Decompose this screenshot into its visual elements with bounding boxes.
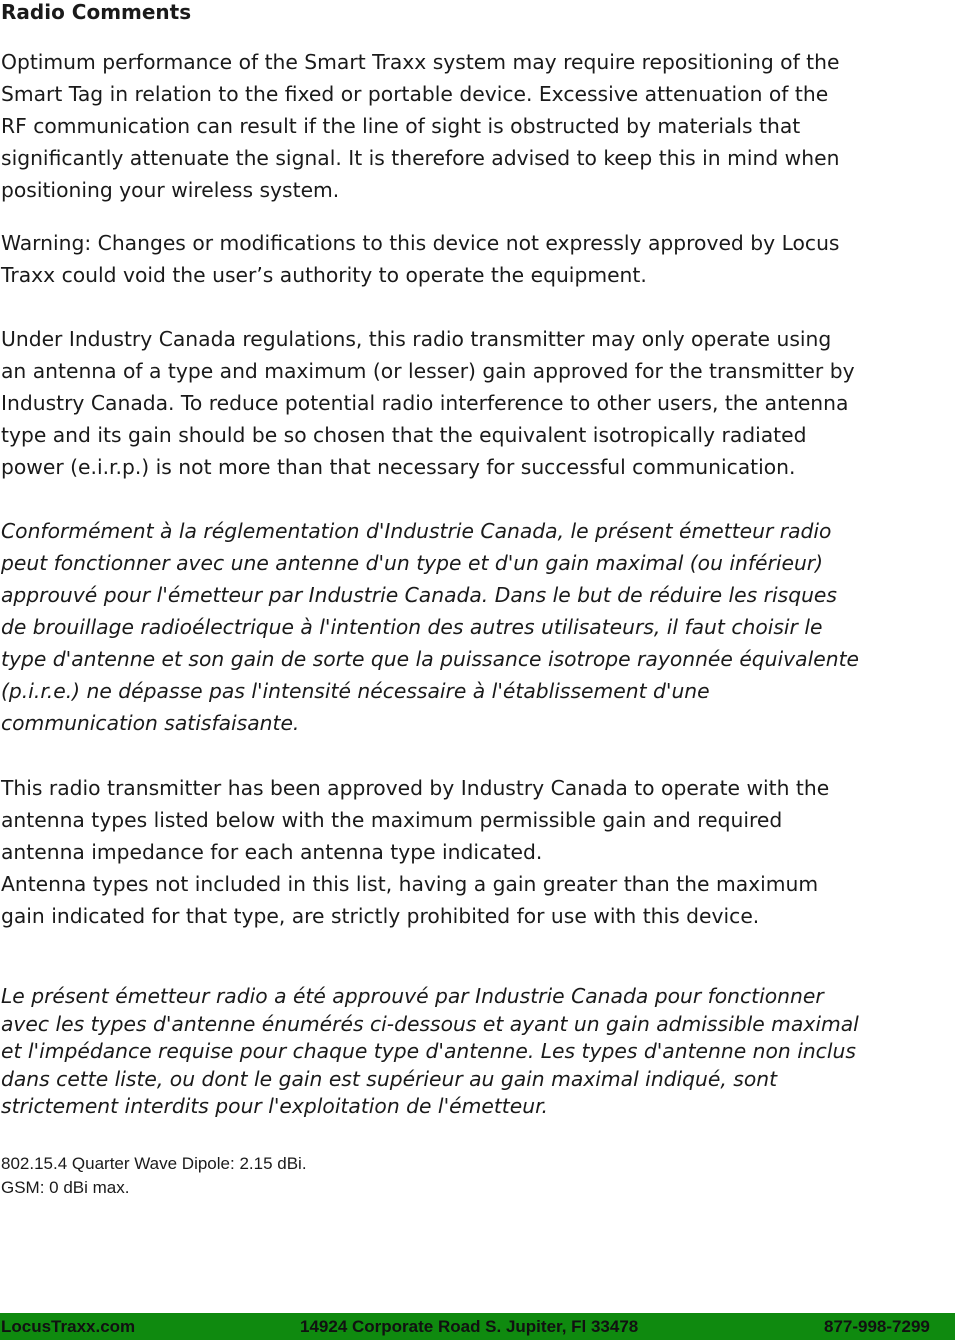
paragraph-warning: Warning: Changes or modifications to this device not expressly approved by Locus Traxx could void the user’s authority to operate the equipment. [1, 231, 840, 287]
paragraph-performance: Optimum performance of the Smart Traxx system may require repositioning of the Smart Tag in relation to the fixed or portable device. Excessive attenuation of the RF communication can result if the line of sight is obstructed by materials that significantly attenuate the signal. It is therefore advised to keep this in mind when positioning your wireless system. [1, 50, 840, 202]
section-heading: Radio Comments [1, 0, 192, 24]
footer-bar [0, 1313, 955, 1340]
paragraph-industry-canada-en: Under Industry Canada regulations, this radio transmitter may only operate using an antenna of a type and maximum (or lesser) gain approved for the transmitter by Industry Canada. To reduce potential radio interference to other users, the antenna type and its gain should be so chosen that the equivalent isotropically radiated power (e.i.r.p.) is not more than that necessary for successful communication. [1, 327, 855, 479]
paragraph-antenna-approval-fr: Le présent émetteur radio a été approuvé par Industrie Canada pour fonctionner avec les types d'antenne énumérés ci-dessous et ayant un gain admissible maximal et l'impédance requise pour chaque type d'antenne. Les types d'antenne non inclus dans cette liste, ou dont le gain est supérieur au gain maximal indiqué, sont strictement interdits pour l'exploitation de l'émetteur. [1, 984, 859, 1119]
footer-phone[interactable]: 877-998-7299 [824, 1317, 930, 1336]
footer-address: 14924 Corporate Road S. Jupiter, Fl 33478 [300, 1317, 639, 1336]
footer-website[interactable]: LocusTraxx.com [1, 1317, 136, 1336]
paragraph-industry-canada-fr: Conformément à la réglementation d'Industrie Canada, le présent émetteur radio peut fonctionner avec une antenne d'un type et d'un gain maximal (ou inférieur) approuvé pour l'émetteur par Industrie Canada. Dans le but de réduire les risques de brouillage radioélectrique à l'intention des autres utilisateurs, il faut choisir le type d'antenne et son gain de sorte que la puissance isotrope rayonnée équivalente (p.i.r.e.) ne dépasse pas l'intensité nécessaire à l'établissement d'une communication satisfaisante. [1, 519, 860, 735]
antenna-spec-gsm: GSM: 0 dBi max. [1, 1178, 130, 1197]
antenna-spec-dipole: 802.15.4 Quarter Wave Dipole: 2.15 dBi. [1, 1154, 307, 1173]
paragraph-antenna-approval-en: This radio transmitter has been approved by Industry Canada to operate with the antenna types listed below with the maximum permissible gain and required antenna impedance for each antenna type indicated. Antenna types not included in this list, having a gain greater than the maximum gain indicated for that type, are strictly prohibited for use with this device. [1, 776, 830, 928]
